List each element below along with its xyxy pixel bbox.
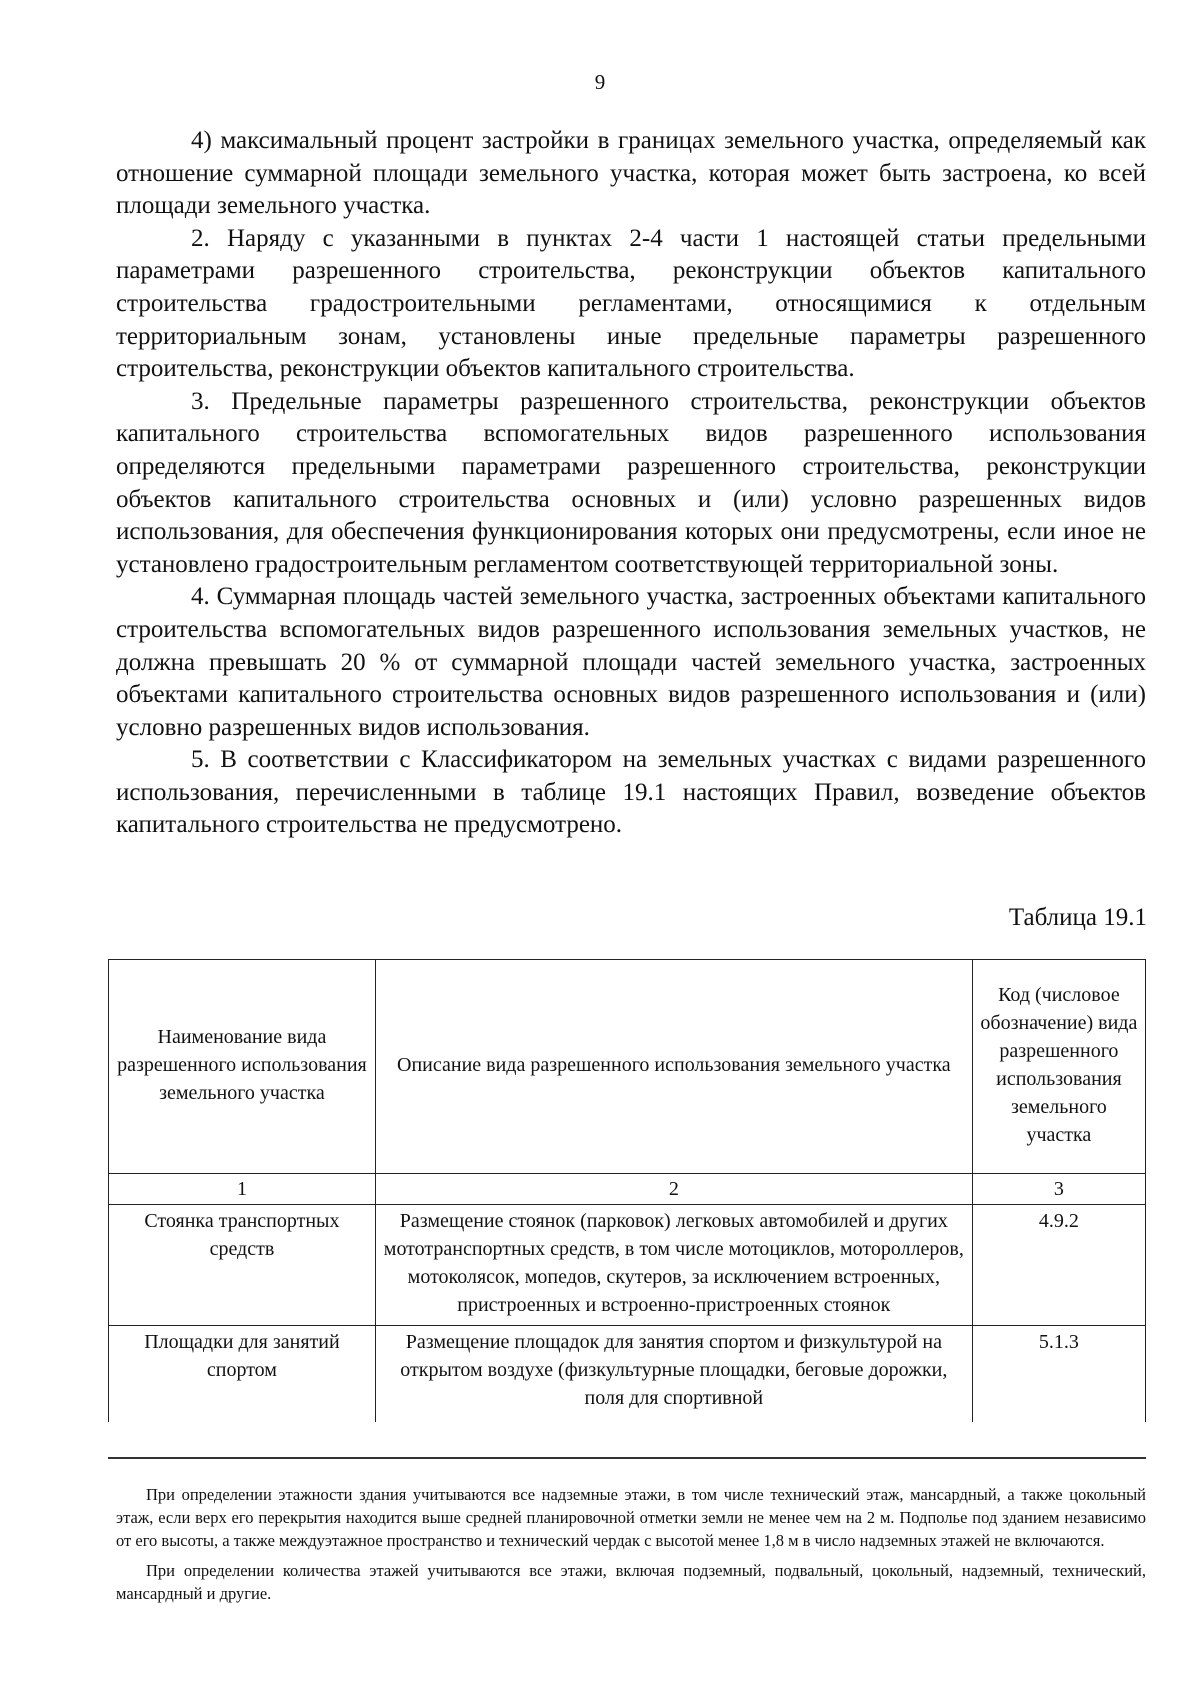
row-description: Размещение стоянок (парковок) легковых автомобилей и других мототранспортных средств, в том числе мотоциклов, мотороллеров, мотоколясок, мопедов, скутеров, за исключением встроенных, пристроенных и встроенно-пристроенных стоянок [375, 1205, 972, 1326]
column-number-2: 2 [375, 1174, 972, 1205]
table-header-row [109, 960, 1146, 1174]
page-number: 9 [594, 70, 606, 94]
header-description: Описание вида разрешенного использования земельного участка [375, 960, 972, 1174]
column-number-3: 3 [972, 1174, 1145, 1205]
row-name: Площадки для занятий спортом [109, 1326, 376, 1423]
column-number-row [109, 1174, 1146, 1205]
paragraph-2: 2. Наряду с указанными в пунктах 2-4 части 1 настоящей статьи предельными параметрами разрешенного строительства, реконструкции объектов капитального строительства градостроительными регламентами, относящимися к отдельным территориальным зонам, установлены иные предельные параметры разрешенного строительства, реконструкции объектов капитального строительства. [116, 224, 1146, 383]
land-use-table [108, 959, 1146, 1422]
footnote-1: При определении этажности здания учитываются все надземные этажи, в том числе технический этаж, мансардный, а также цокольный этаж, если верх его перекрытия находится выше средней планировочной отметки земли не менее чем на 2 м. Подполье под зданием независимо от его высоты, а также междуэтажное пространство и технический чердак с высотой менее 1,8 м в число надземных этажей не включаются. [116, 1485, 1146, 1550]
table-row [109, 1326, 1146, 1423]
footnote-divider [108, 1457, 1146, 1459]
table-row [109, 1205, 1146, 1326]
row-description: Размещение площадок для занятия спортом и физкультурой на открытом воздухе (физкультурные площадки, беговые дорожки, поля для спортивной [375, 1326, 972, 1423]
row-code: 5.1.3 [972, 1326, 1145, 1423]
paragraph-4: 4. Суммарная площадь частей земельного участка, застроенных объектами капитального строительства вспомогательных видов разрешенного использования земельных участков, не должна превышать 20 % от суммарной площади частей земельного участка, застроенных объектами капитального строительства основных видов разрешенного использования и (или) условно разрешенных видов использования. [116, 583, 1146, 741]
table-continuation-clip [100, 1445, 1160, 1475]
footnote-2: При определении количества этажей учитываются все этажи, включая подземный, подвальный, цокольный, надземный, технический, мансардный и другие. [116, 1561, 1146, 1603]
row-name: Стоянка транспортных средств [109, 1205, 376, 1326]
paragraph-3: 3. Предельные параметры разрешенного строительства, реконструкции объектов капитального строительства вспомогательных видов разрешенного использования определяются предельными параметрами разрешенного строительства, реконструкции объектов капитального строительства основных и (или) условно разрешенных видов использования, для обеспечения функционирования которых они предусмотрены, если иное не установлено градостроительным регламентом соответствующей территориальной зоны. [116, 387, 1146, 578]
column-number-1: 1 [109, 1174, 376, 1205]
paragraph-5: 5. В соответствии с Классификатором на земельных участках с видами разрешенного использования, перечисленными в таблице 19.1 настоящих Правил, возведение объектов капитального строительства не предусмотрено. [116, 746, 1146, 839]
paragraph-1: 4) максимальный процент застройки в границах земельного участка, определяемый как отношение суммарной площади земельного участка, которая может быть застроена, ко всей площади земельного участка. [116, 127, 1146, 220]
header-name: Наименование вида разрешенного использования земельного участка [109, 960, 376, 1174]
body-text [116, 125, 1146, 842]
footnotes [116, 1483, 1146, 1612]
table-caption: Таблица 19.1 [1008, 904, 1147, 931]
header-code: Код (числовое обозначение) вида разрешенного использования земельного участка [972, 960, 1145, 1174]
row-code: 4.9.2 [972, 1205, 1145, 1326]
